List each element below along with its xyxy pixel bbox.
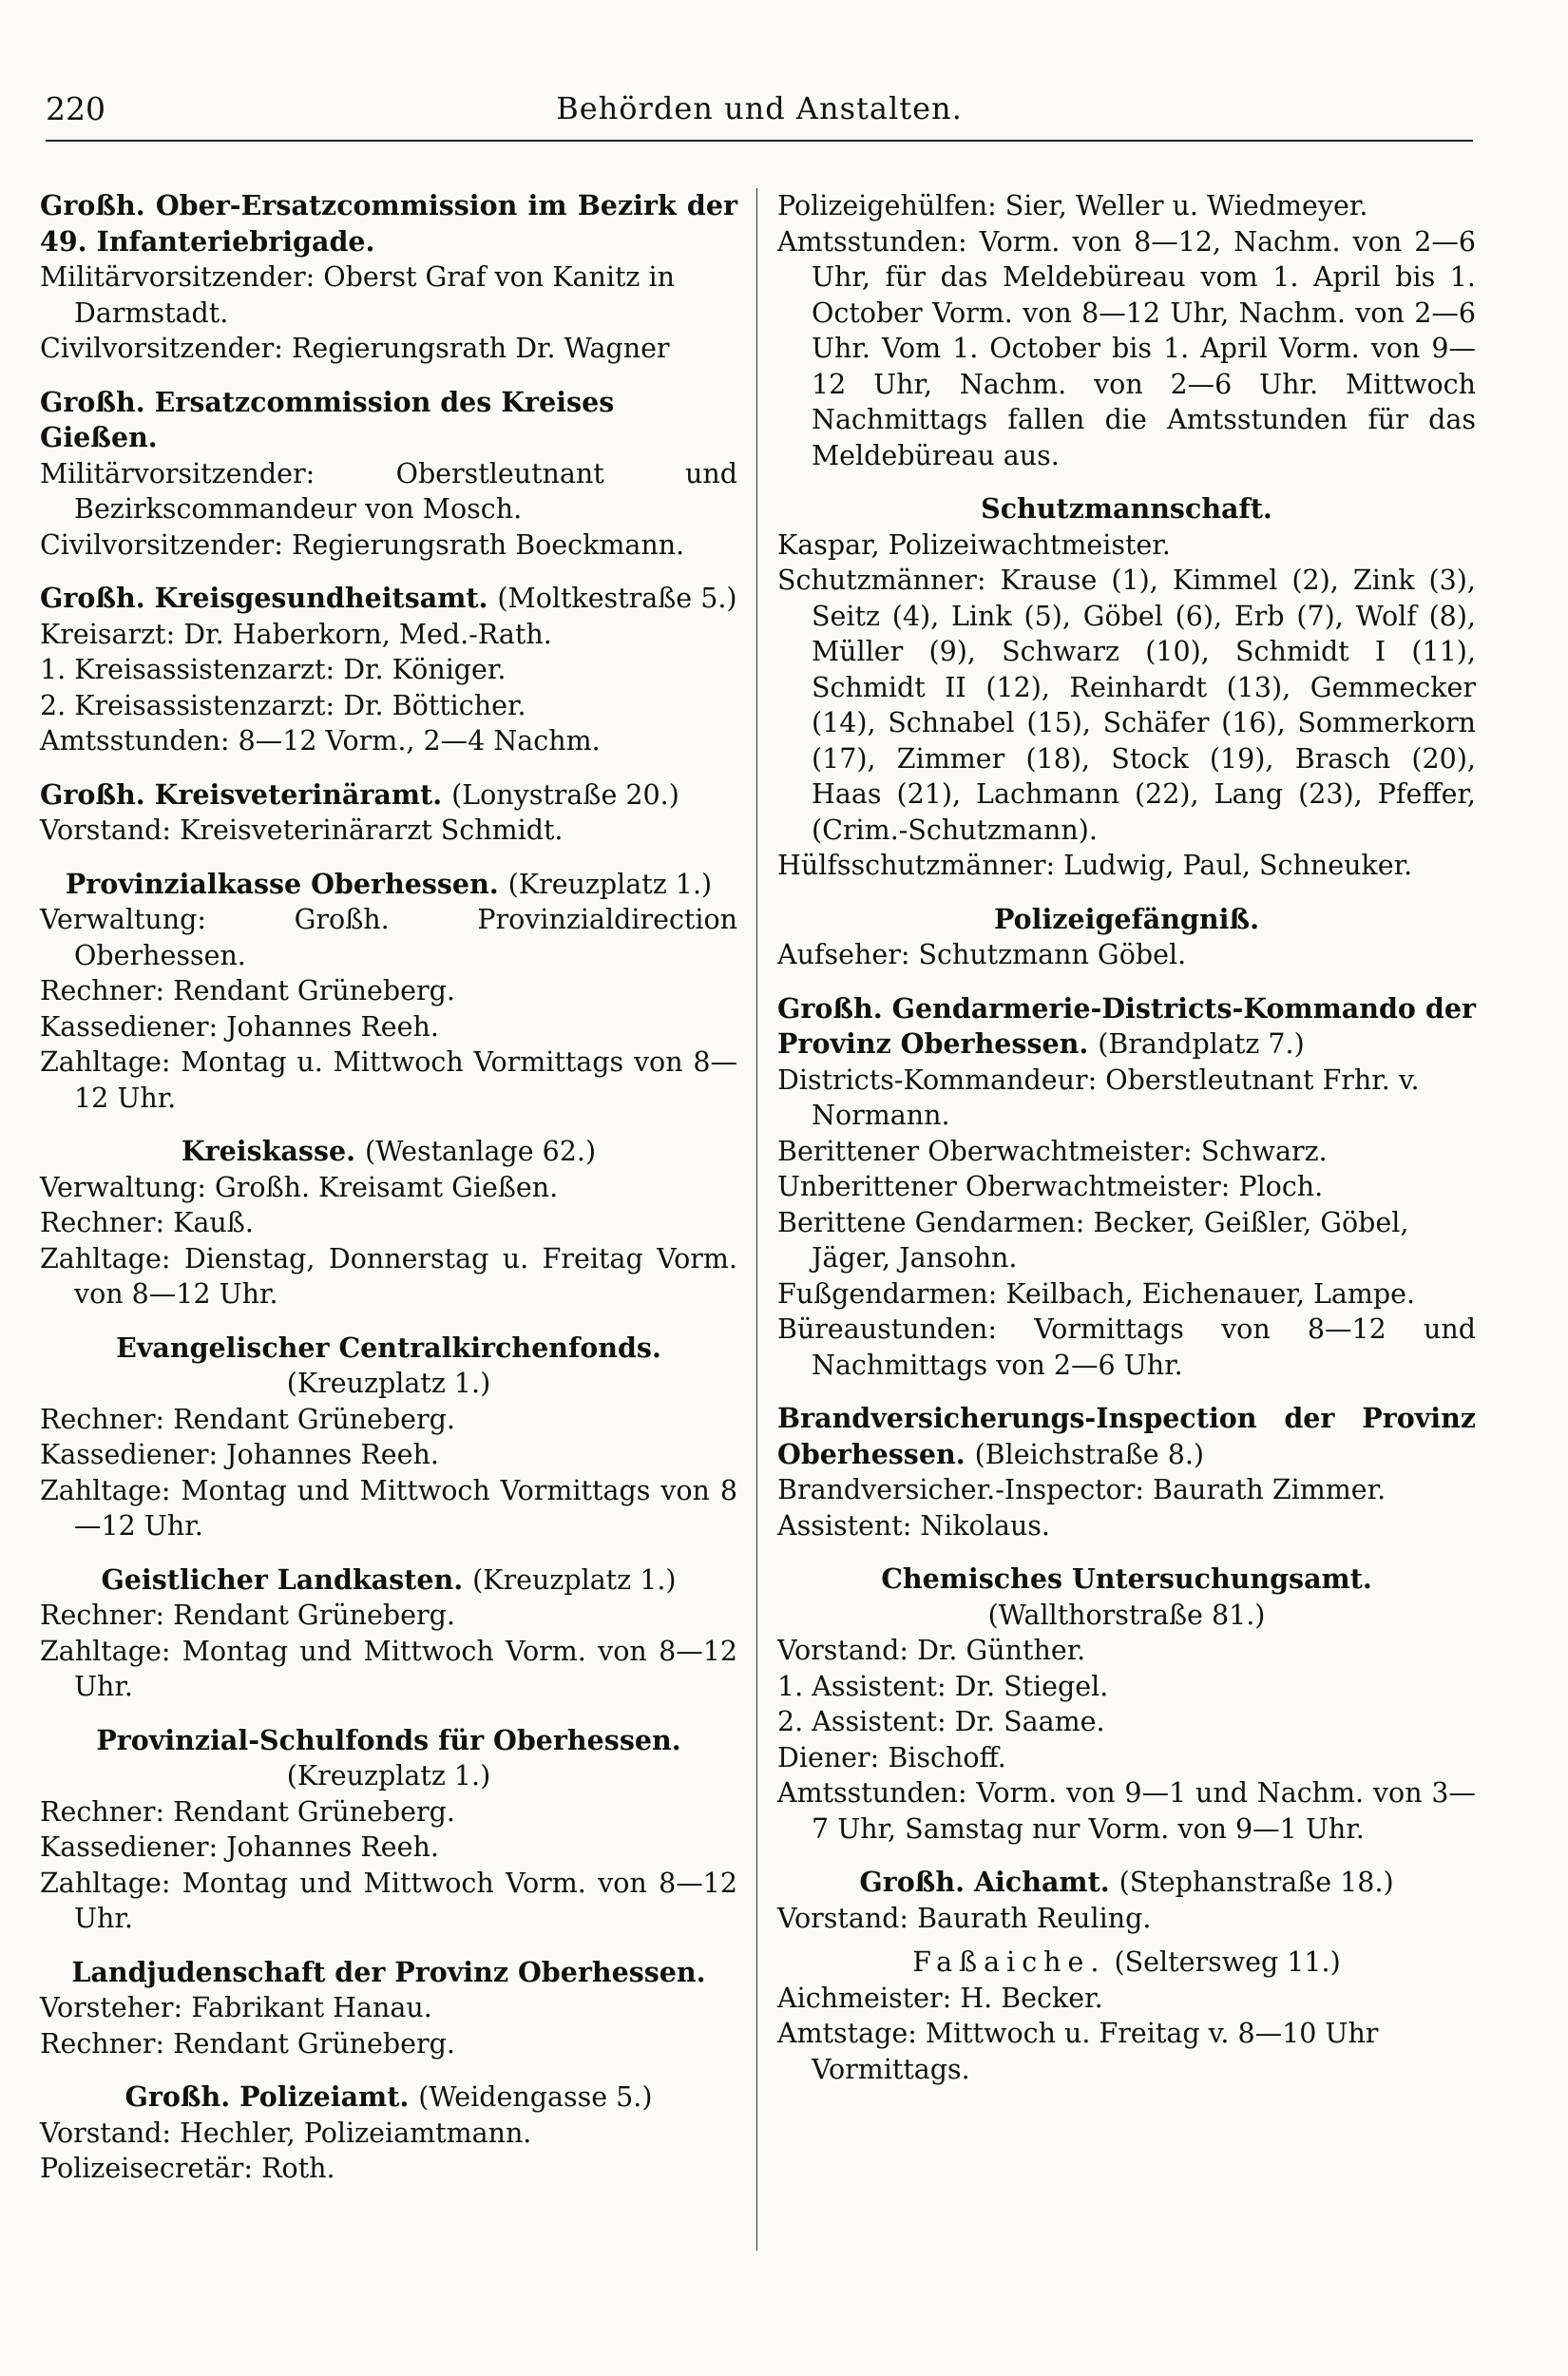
section-schulfonds: [40, 1723, 737, 1937]
section-kreisgesundheitsamt: [40, 581, 737, 759]
section-heading: [777, 1401, 1476, 1472]
address-note: (Moltkestraße 5.): [497, 583, 737, 614]
entry-line: Polizeigehülfen: Sier, Weller u. Wiedmeyer.: [777, 190, 1368, 221]
entry-line: Rechner: Kauß.: [40, 1207, 254, 1238]
page-number: 220: [46, 90, 105, 127]
section-schutzmannschaft: [777, 491, 1476, 884]
section-ober-ersatzcommission: [40, 188, 737, 367]
entry-line: Vorstand: Hechler, Polizeiamtmann.: [40, 2117, 532, 2149]
page-header: [46, 90, 1473, 142]
section-gendarmerie: [777, 991, 1476, 1384]
entry-line: Vorstand: Dr. Günther.: [777, 1635, 1086, 1666]
entry-line: Brandversicher.-Inspector: Baurath Zimmer.: [777, 1474, 1386, 1505]
entry-line: Kreisarzt: Dr. Haberkorn, Med.-Rath.: [40, 618, 552, 650]
entry-line: Fußgendarmen: Keilbach, Eichenauer, Lampe.: [777, 1277, 1416, 1310]
address-note: (Bleichstraße 8.): [974, 1438, 1205, 1470]
section-kreisveterinaeramt: [40, 777, 737, 849]
entry-line: Zahltage: Dienstag, Donnerstag u. Freitag Vorm. von 8—12 Uhr.: [40, 1242, 737, 1310]
entry-line: Zahltage: Montag u. Mittwoch Vormittags von 8—12 Uhr.: [40, 1046, 737, 1114]
entry-line: Vorstand: Kreisveterinärarzt Schmidt.: [40, 814, 564, 846]
entry-line: Amtsstunden: Vorm. von 8—12, Nachm. von 2—6 Uhr, für das Meldebüreau vom 1. April bis 1. October Vorm. von 8—12 Uhr, Nachm. von 2—6 Uhr. Vom 1. October bis 1. April Vorm. von 9—12 Uhr, Nachm. von 2—6 Uhr. Mittwoch Nachmittags fallen die Amtsstunden für das Meldebüreau aus.: [777, 225, 1476, 471]
address-note: (Kreuzplatz 1.): [286, 1760, 491, 1792]
heading-text: Geistlicher Landkasten.: [101, 1562, 464, 1596]
entry-line: Civilvorsitzender: Regierungsrath Dr. Wagner: [40, 333, 670, 364]
section-heading: [40, 1562, 737, 1599]
section-heading: Landjudenschaft der Provinz Oberhessen.: [71, 1955, 706, 1988]
section-landkasten: [40, 1562, 737, 1705]
section-heading: [40, 867, 737, 903]
entry-line: Kaspar, Polizeiwachtmeister.: [777, 528, 1171, 561]
address-note: (Stephanstraße 18.): [1119, 1867, 1394, 1898]
address-note: (Kreuzplatz 1.): [286, 1368, 491, 1399]
entry-line: 1. Kreisassistenzarzt: Dr. Königer.: [40, 654, 507, 685]
section-heading: Evangelischer Centralkirchenfonds.: [116, 1331, 661, 1364]
section-heading: Chemisches Untersuchungsamt.: [881, 1562, 1372, 1595]
section-heading: Provinzial-Schulfonds für Oberhessen.: [96, 1723, 681, 1756]
entry-line: Rechner: Rendant Grüneberg.: [40, 2027, 455, 2060]
address-note: (Wallthorstraße 81.): [987, 1599, 1266, 1631]
heading-text: Brandversicherungs-Inspection der Provinz Oberhessen.: [777, 1402, 1476, 1470]
heading-text: Großh. Kreisveterinäramt.: [40, 777, 443, 811]
section-polizeiamt: [40, 2079, 737, 2187]
entry-line: Rechner: Rendant Grüneberg.: [40, 1795, 455, 1828]
heading-text: Großh. Polizeiamt.: [124, 2080, 410, 2113]
entry-line: Vorstand: Baurath Reuling.: [777, 1902, 1152, 1934]
entry-line: 2. Kreisassistenzarzt: Dr. Bötticher.: [40, 689, 526, 721]
section-untersuchungsamt: [777, 1562, 1476, 1847]
right-column: [777, 188, 1476, 2105]
entry-line: Rechner: Rendant Grüneberg.: [40, 1403, 455, 1435]
entry-line: Unberittener Oberwachtmeister: Ploch.: [777, 1171, 1324, 1202]
sub-heading: [777, 1945, 1476, 1981]
entry-line: Civilvorsitzender: Regierungsrath Boeckmann.: [40, 528, 685, 561]
column-divider: [756, 188, 757, 2251]
entry-line: Militärvorsitzender: Oberst Graf von Kanitz in Darmstadt.: [40, 261, 675, 329]
section-heading: Großh. Ober-Ersatzcommission im Bezirk der 49. Infanteriebrigade.: [40, 189, 737, 258]
entry-line: Berittene Gendarmen: Becker, Geißler, Göbel, Jäger, Jansohn.: [777, 1206, 1409, 1274]
entry-line: Zahltage: Montag und Mittwoch Vorm. von 8—12 Uhr.: [40, 1867, 737, 1934]
address-note: (Weidengasse 5.): [418, 2081, 653, 2113]
entry-line: Zahltage: Montag und Mittwoch Vorm. von 8—12 Uhr.: [40, 1635, 737, 1702]
section-heading: [777, 1865, 1476, 1901]
entry-line: Aichmeister: H. Becker.: [777, 1982, 1103, 2014]
left-column: [40, 188, 737, 2205]
section-heading: [40, 777, 737, 814]
heading-text: Kreiskasse.: [181, 1135, 356, 1167]
section-heading: Schutzmannschaft.: [981, 492, 1272, 525]
section-heading: [40, 1134, 737, 1170]
section-provinzialkasse: [40, 867, 737, 1117]
entry-line: Zahltage: Montag und Mittwoch Vormittags von 8—12 Uhr.: [40, 1474, 737, 1542]
entry-line: Schutzmänner: Krause (1), Kimmel (2), Zink (3), Seitz (4), Link (5), Göbel (6), Erb (7), Wolf (8), Müller (9), Schwarz (10), Schmidt I (11), Schmidt II (12), Reinhardt (13), Gemmecker (14), Schnabel (15), Schäfer (16), Sommerkorn (17), Zimmer (18), Stock (19), Brasch (20), Haas (21), Lachmann (22), Lang (23), Pfeffer, (Crim.-Schutzmann).: [777, 565, 1476, 846]
section-heading: Polizeigefängniß.: [993, 902, 1260, 935]
section-brandversicherung: [777, 1401, 1476, 1543]
entry-line: Districts-Kommandeur: Oberstleutnant Frhr. v. Normann.: [777, 1063, 1420, 1131]
entry-line: Vorsteher: Fabrikant Hanau.: [40, 1992, 432, 2023]
entry-line: Verwaltung: Großh. Provinzialdirection Oberhessen.: [40, 904, 737, 971]
entry-line: Hülfsschutzmänner: Ludwig, Paul, Schneuker.: [777, 850, 1413, 881]
section-aichamt: [777, 1865, 1476, 2087]
heading-text: Provinzialkasse Oberhessen.: [65, 867, 499, 900]
section-polizeigefaengnis: [777, 902, 1476, 973]
section-heading: Großh. Ersatzcommission des Kreises Gießen.: [40, 385, 615, 453]
address-note: (Seltersweg 11.): [1114, 1946, 1341, 1978]
entry-line: 2. Assistent: Dr. Saame.: [777, 1706, 1105, 1737]
section-ersatzcommission: [40, 385, 737, 564]
address-note: (Lonystraße 20.): [451, 778, 679, 811]
address-note: (Kreuzplatz 1.): [472, 1563, 677, 1596]
section-landjudenschaft: [40, 1955, 737, 2062]
entry-line: Militärvorsitzender: Oberstleutnant und Bezirkscommandeur von Mosch.: [40, 457, 737, 525]
entry-line: Kassediener: Johannes Reeh.: [40, 1831, 439, 1863]
section-heading: [40, 2079, 737, 2116]
entry-line: Amtstage: Mittwoch u. Freitag v. 8—10 Uhr Vormittags.: [777, 2018, 1379, 2085]
section-heading: [777, 991, 1476, 1063]
entry-line: Büreaustunden: Vormittags von 8—12 und Nachmittags von 2—6 Uhr.: [777, 1313, 1476, 1381]
entry-line: Amtsstunden: 8—12 Vorm., 2—4 Nachm.: [40, 725, 601, 757]
entry-line: Polizeisecretär: Roth.: [40, 2153, 335, 2184]
section-polizeiamt-continued: [777, 188, 1476, 473]
entry-line: Aufseher: Schutzmann Göbel.: [777, 939, 1187, 970]
address-note: (Westanlage 62.): [364, 1136, 597, 1167]
address-note: (Kreuzplatz 1.): [507, 868, 713, 900]
entry-line: Rechner: Rendant Grüneberg.: [40, 975, 455, 1006]
entry-line: Assistent: Nikolaus.: [777, 1509, 1050, 1542]
entry-line: Diener: Bischoff.: [777, 1741, 1006, 1773]
section-centralkirchenfonds: [40, 1331, 737, 1544]
heading-text: Großh. Gendarmerie-Districts-Kommando der Provinz Oberhessen.: [777, 991, 1476, 1060]
entry-line: Kassediener: Johannes Reeh.: [40, 1439, 439, 1470]
running-title: Behörden und Anstalten.: [556, 90, 963, 126]
sub-heading-text: Faßaiche.: [912, 1946, 1106, 1978]
address-note: (Brandplatz 7.): [1098, 1028, 1305, 1060]
section-kreiskasse: [40, 1134, 737, 1313]
entry-line: 1. Assistent: Dr. Stiegel.: [777, 1670, 1109, 1702]
entry-line: Berittener Oberwachtmeister: Schwarz.: [777, 1135, 1328, 1167]
entry-line: Kassediener: Johannes Reeh.: [40, 1010, 439, 1043]
heading-text: Großh. Aichamt.: [859, 1866, 1110, 1898]
entry-line: Amtsstunden: Vorm. von 9—1 und Nachm. von 3—7 Uhr, Samstag nur Vorm. von 9—1 Uhr.: [777, 1777, 1476, 1845]
section-heading: [40, 581, 737, 617]
heading-text: Großh. Kreisgesundheitsamt.: [40, 582, 488, 614]
entry-line: Rechner: Rendant Grüneberg.: [40, 1600, 455, 1631]
entry-line: Verwaltung: Großh. Kreisamt Gießen.: [40, 1171, 559, 1203]
